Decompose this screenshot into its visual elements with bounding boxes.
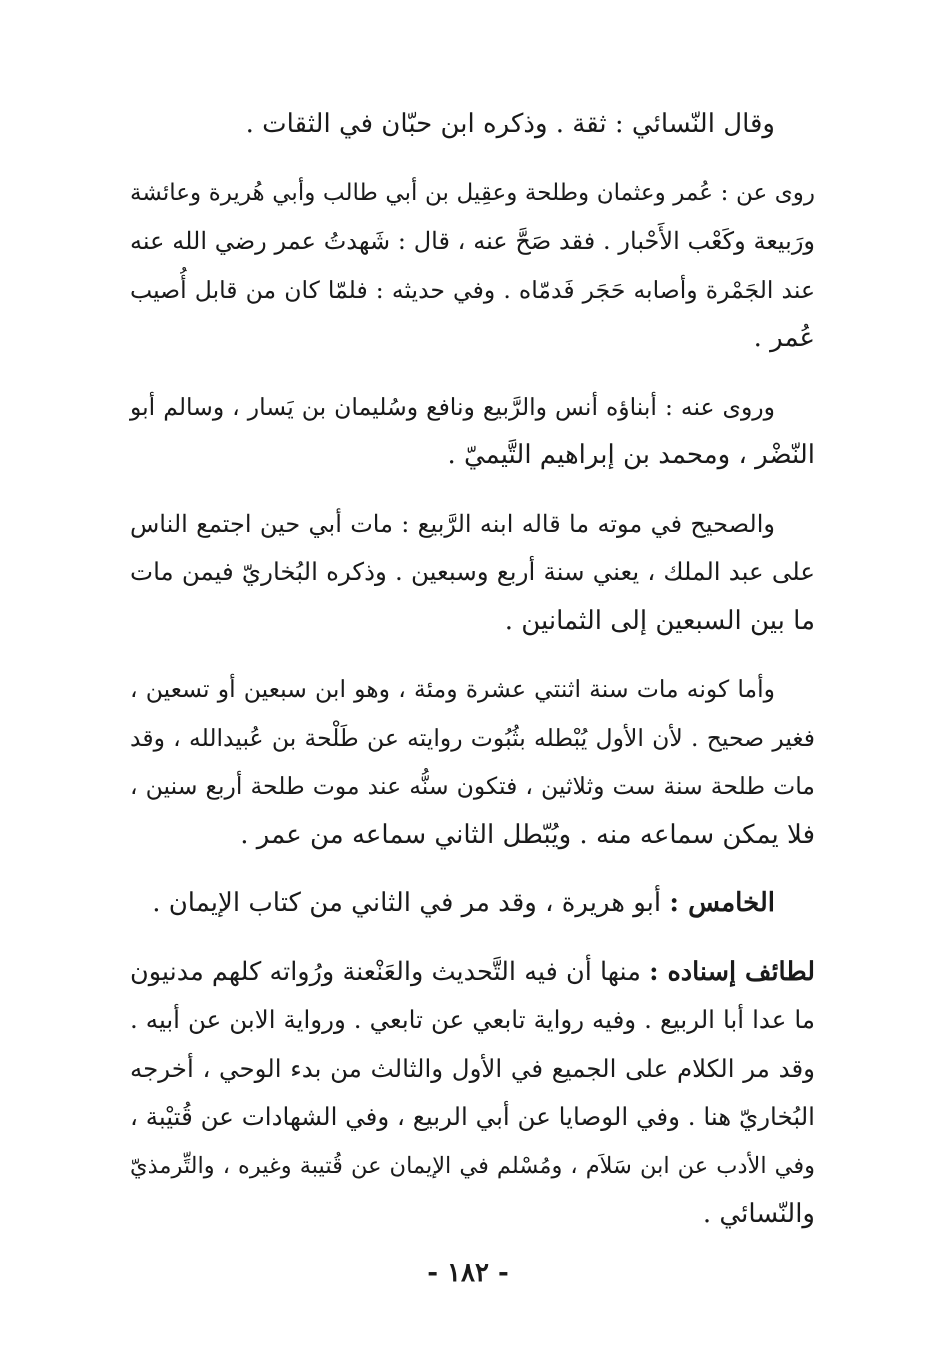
paragraph-narrated-by (130, 383, 815, 480)
text-line: ورَبيعة وكَعْب الأَحْبار . فقد صَحَّ عنه ، قال : شَهدتُ عمر رضي الله عنه (130, 227, 815, 255)
paragraph-isnad-notes (130, 948, 815, 1239)
paragraph-fifth (130, 879, 815, 928)
paragraph-nasai (130, 100, 815, 149)
paragraph-narrated-from (130, 169, 815, 363)
text-line: والصحيح في موته ما قاله ابنه الرَّبيع : مات أبي حين اجتمع الناس (130, 509, 775, 538)
text-line: عند الجَمْرة وأصابه حَجَر فَدمّاه . وفي حديثه : فلمّا كان من قابل أُصيب (130, 275, 815, 304)
text-fragment: أبو هريرة ، وقد مر في الثاني من كتاب الإيمان . (152, 888, 670, 918)
text-line: وفي الأدب عن ابن سَلاَم ، ومُسْلم في الإيمان عن قُتيبة وغيره ، والتِّرمذيّ (130, 1152, 815, 1179)
text-line: فلا يمكن سماعه منه . ويُبّطل الثاني سماعه من عمر . (240, 819, 815, 850)
text-line: مات طلحة سنة ست وثلاثين ، فتكون سنُّه عند موت طلحة أربع سنين ، (130, 772, 815, 800)
text-line: وقد مر الكلام على الجميع في الأول والثالث من بدء الوحي ، أخرجه (130, 1053, 815, 1083)
text-line: البُخاريّ هنا . وفي الوصايا عن أبي الربيع ، وفي الشهادات عن قُتيْبة ، (130, 1102, 815, 1131)
text-line: ما عدا أبا الربيع . وفيه رواية تابعي عن تابعي . ورواية الابن عن أبيه . (130, 1005, 815, 1034)
text-line: روى عن : عُمر وعثمان وطلحة وعقِيل بن أبي طالب وأبي هُريرة وعائشة (130, 179, 815, 206)
paragraph-refutation (130, 665, 815, 859)
text-line: على عبد الملك ، يعني سنة أربع وسبعين . وذكره البُخاريّ فيمن مات (130, 557, 815, 586)
text-line: عُمر . (753, 323, 815, 353)
page-body (130, 100, 815, 1259)
heading-fifth: الخامس : (669, 888, 775, 918)
text-line: النّضْر ، ومحمد بن إبراهيم التَّيميّ . (447, 440, 815, 470)
text-line (130, 948, 815, 997)
text-line: ما بين السبعين إلى الثمانين . (504, 605, 815, 636)
text-line: فغير صحيح . لأن الأول يُبْطله بثُبُوت روايته عن طَلْحة بن عُبيدالله ، وقد (130, 723, 815, 752)
text-line (130, 879, 815, 928)
text-line: وأما كونه مات سنة اثنتي عشرة ومئة ، وهو ابن سبعين أو تسعين ، (130, 675, 775, 703)
text-line: وروى عنه : أبناؤه أنس والرَّبيع ونافع وسُليمان بن يَسار ، وسالم أبو (130, 392, 775, 421)
text-line: وقال النّسائي : ثقة . وذكره ابن حبّان في الثقات . (245, 109, 775, 139)
text-fragment: منها أن فيه التَّحديث والعَنْعنة ورُواته كلهم مدنيون (130, 956, 650, 987)
text-line: والنّسائي . (702, 1199, 815, 1229)
page-number: - ١٨٢ - (427, 1258, 509, 1288)
paragraph-death (130, 500, 815, 646)
heading-isnad-notes: لطائف إسناده : (649, 956, 816, 987)
